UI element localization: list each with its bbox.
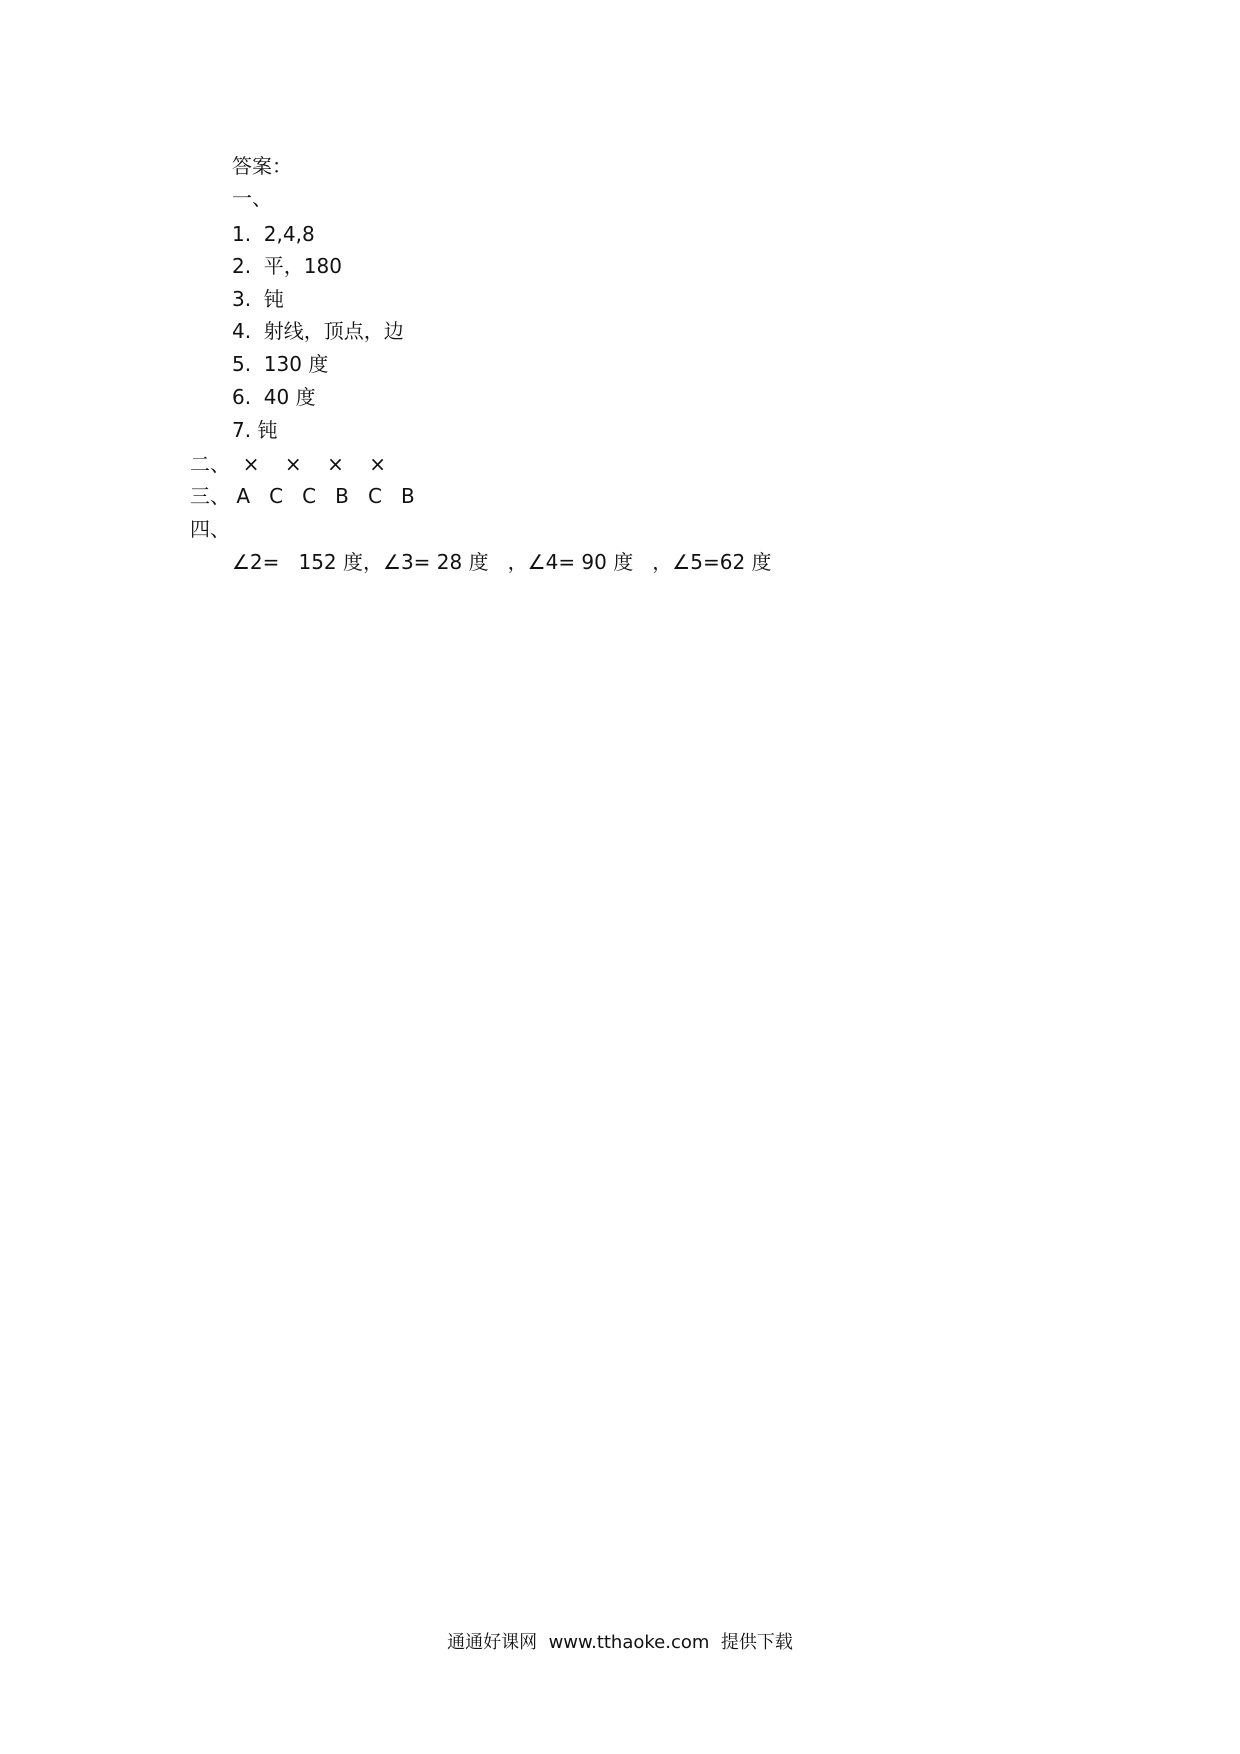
section-1-item-1: 1. 2,4,8 [232, 222, 315, 246]
section-4-answer: ∠2= 152 度，∠3= 28 度 ，∠4= 90 度 ，∠5=62 度 [232, 550, 772, 574]
answers-heading: 答案： [232, 154, 292, 178]
section-1-item-6: 6. 40 度 [232, 385, 316, 409]
page-footer: 通通好课网 www.tthaoke.com 提供下载 [447, 1632, 793, 1653]
section-1-item-7: 7. 钝 [232, 418, 278, 442]
section-3-answers: 三、 A C C B C B [190, 484, 415, 508]
section-1-item-5: 5. 130 度 [232, 352, 329, 376]
section-4-label: 四、 [190, 517, 230, 541]
section-1-item-4: 4. 射线，顶点，边 [232, 319, 404, 343]
section-1-item-2: 2. 平，180 [232, 254, 342, 278]
section-1-label: 一、 [232, 186, 272, 210]
section-2-answers: 二、 × × × × [190, 452, 387, 476]
section-1-item-3: 3. 钝 [232, 287, 284, 311]
